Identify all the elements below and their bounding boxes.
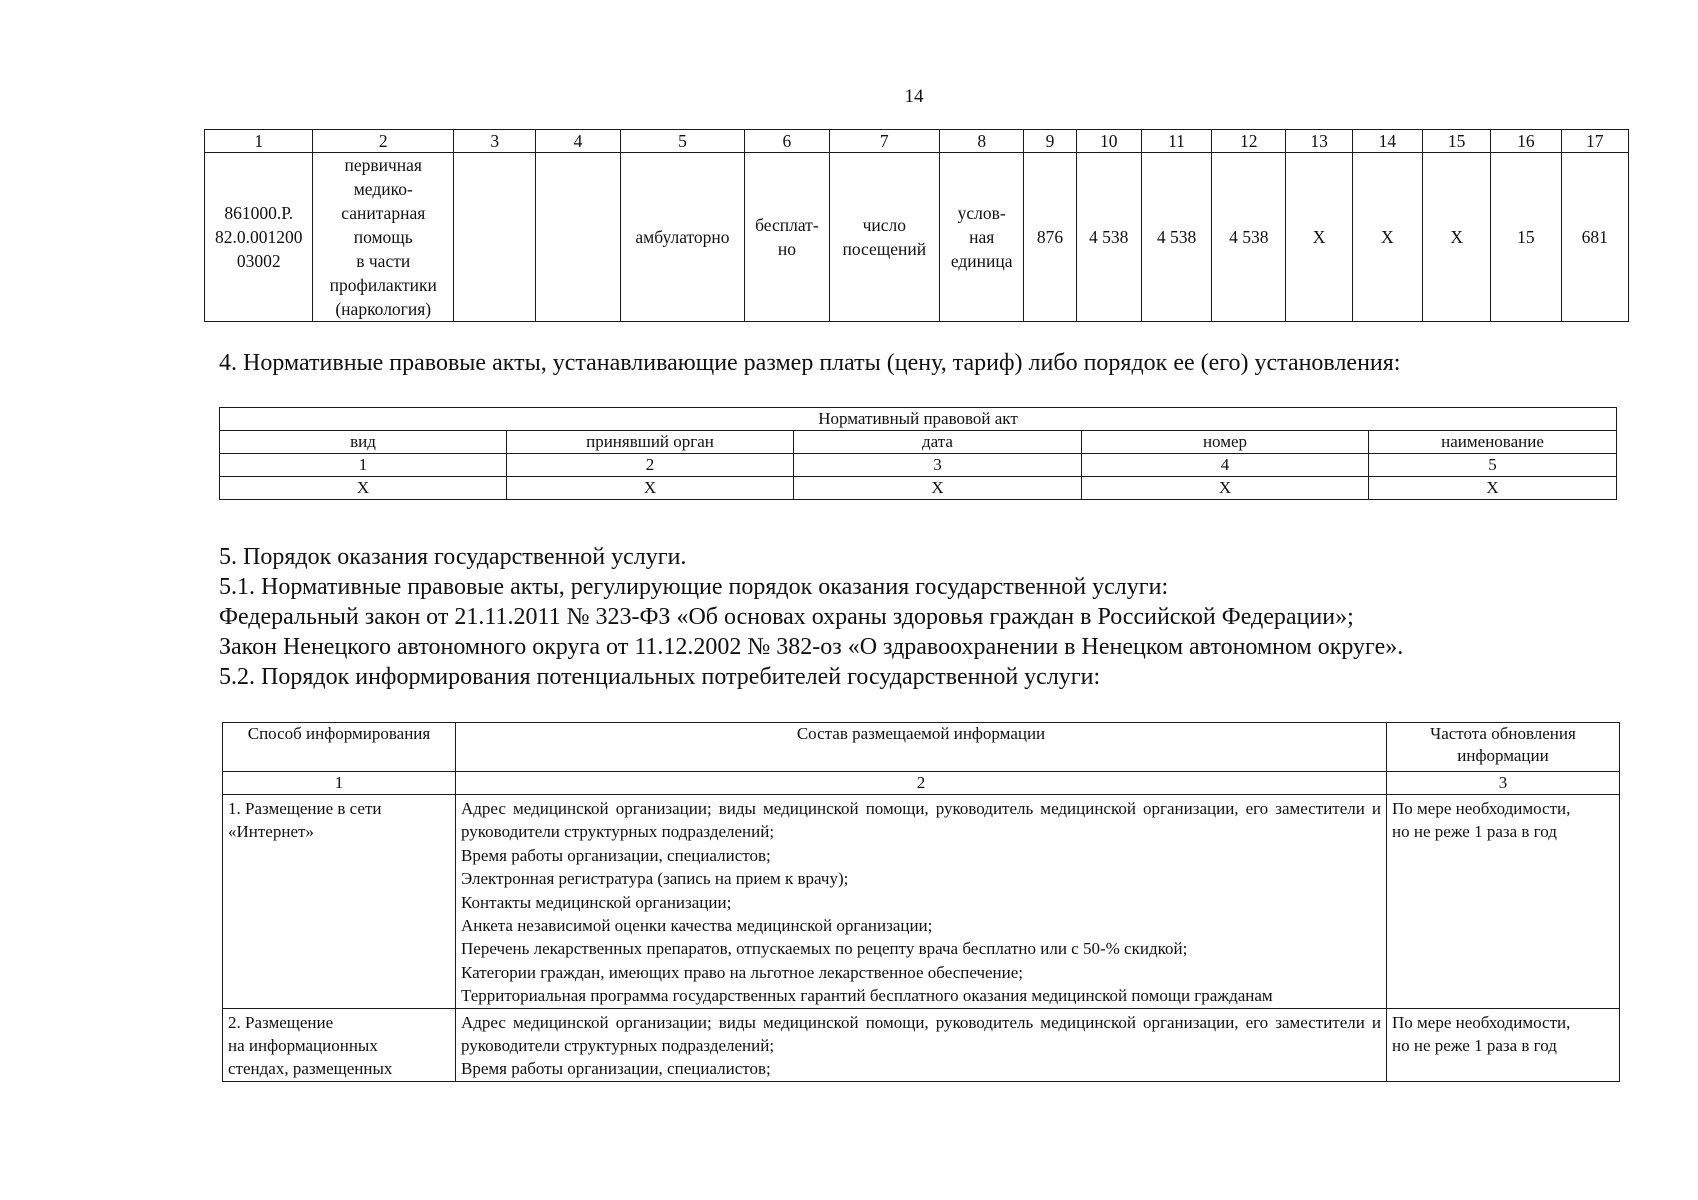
table1-header-cell: 6 <box>745 130 829 153</box>
deviation-cell: 681 <box>1561 153 1628 322</box>
service-form-cell: амбулаторно <box>620 153 745 322</box>
cell-line: число <box>862 215 907 235</box>
cell-line: бесплат- <box>755 215 819 235</box>
content-cell <box>456 1008 1387 1081</box>
table1-header-row <box>205 130 1629 153</box>
cell-line: 82.0.001200 <box>214 227 303 247</box>
table1-header-cell: 1 <box>205 130 313 153</box>
content-cell <box>456 795 1387 1009</box>
table3-number-cell: 2 <box>456 772 1387 795</box>
empty-cell <box>454 153 536 322</box>
cell-line: «Интернет» <box>228 822 314 842</box>
table3-numbers-row <box>223 772 1620 795</box>
table1-header-cell: 7 <box>829 130 939 153</box>
cell-line: информации <box>1457 746 1549 765</box>
table3-header-content: Состав размещаемой информации <box>456 723 1387 772</box>
method-cell <box>223 795 456 1009</box>
value-cell: 4 538 <box>1076 153 1141 322</box>
cell-line: Частота обновления <box>1430 724 1576 743</box>
cell-line: но не реже 1 раза в год <box>1392 1036 1557 1056</box>
cell-line: но не реже 1 раза в год <box>1392 822 1557 842</box>
content-line: Категории граждан, имеющих право на льготное лекарственное обеспечение; <box>461 962 1024 982</box>
indicator-name-cell <box>829 153 939 322</box>
table2-value-cell: Х <box>1369 477 1617 500</box>
value-cell: Х <box>1352 153 1422 322</box>
cell-line: услов- <box>957 203 1006 223</box>
cell-line: медико- <box>353 179 413 199</box>
payment-cell <box>745 153 829 322</box>
service-volume-table <box>204 129 1629 322</box>
cell-line: По мере необходимости, <box>1392 799 1571 818</box>
table1-header-cell: 11 <box>1141 130 1211 153</box>
content-line: Адрес медицинской организации; виды медицинской помощи, руководитель медицинской организации, его заместители и руководители структурных подразделений; <box>461 799 1381 842</box>
value-cell: Х <box>1423 153 1491 322</box>
table1-header-cell: 4 <box>536 130 620 153</box>
table2-column-header: вид <box>220 431 507 454</box>
table2-column-header: принявший орган <box>507 431 794 454</box>
table2-value-cell: Х <box>220 477 507 500</box>
table1-header-cell: 13 <box>1286 130 1352 153</box>
federal-law-line: Федеральный закон от 21.11.2011 № 323-ФЗ «Об основах охраны здоровья граждан в Российской Федерации»; <box>219 604 1354 630</box>
service-content-cell <box>313 153 454 322</box>
table1-header-cell: 12 <box>1212 130 1286 153</box>
cell-line: посещений <box>842 239 927 259</box>
content-line: Территориальная программа государственных гарантий бесплатного оказания медицинской помощи гражданам <box>461 986 1273 1006</box>
table3-number-cell: 1 <box>223 772 456 795</box>
table2-title-row <box>220 408 1617 431</box>
content-line: Время работы организации, специалистов; <box>461 1059 771 1079</box>
table2-column-header: наименование <box>1369 431 1617 454</box>
cell-line: санитарная <box>341 203 426 223</box>
cell-line: единица <box>950 251 1013 271</box>
section-5-2-heading: 5.2. Порядок информирования потенциальных потребителей государственной услуги: <box>219 664 1101 690</box>
table2-number-cell: 2 <box>507 454 794 477</box>
page-number: 14 <box>904 86 924 107</box>
table2-value-cell: Х <box>507 477 794 500</box>
table2-number-cell: 3 <box>794 454 1082 477</box>
table2-numbers-row <box>220 454 1617 477</box>
cell-line: (наркология) <box>335 299 432 319</box>
content-line: Время работы организации, специалистов; <box>461 845 771 865</box>
cell-line: но <box>777 239 796 259</box>
cell-line: 861000.Р. <box>224 203 294 223</box>
unit-cell <box>940 153 1024 322</box>
content-line: Перечень лекарственных препаратов, отпускаемых по рецепту врача бесплатно или с 50-% скидкой; <box>461 939 1188 959</box>
table3-number-cell: 3 <box>1387 772 1620 795</box>
table1-header-cell: 2 <box>313 130 454 153</box>
section-5-heading: 5. Порядок оказания государственной услуги. <box>219 544 687 570</box>
table2-value-cell: Х <box>1082 477 1369 500</box>
table1-header-cell: 10 <box>1076 130 1141 153</box>
table1-header-cell: 14 <box>1352 130 1422 153</box>
regional-law-line: Закон Ненецкого автономного округа от 11.12.2002 № 382-оз «О здравоохранении в Ненецком автономном округе». <box>219 634 1404 660</box>
cell-line: 2. Размещение <box>228 1012 334 1032</box>
cell-line: в части <box>356 251 411 271</box>
cell-line: 03002 <box>236 251 281 271</box>
table1-header-cell: 17 <box>1561 130 1628 153</box>
section-5-1-heading: 5.1. Нормативные правовые акты, регулирующие порядок оказания государственной услуги: <box>219 574 1169 600</box>
table1-header-cell: 8 <box>940 130 1024 153</box>
content-line: Контакты медицинской организации; <box>461 892 732 912</box>
method-cell <box>223 1008 456 1081</box>
cell-line: 1. Размещение в сети <box>228 799 382 818</box>
table-row <box>223 1008 1620 1081</box>
table3-header-frequency <box>1387 723 1620 772</box>
frequency-cell <box>1387 795 1620 1009</box>
cell-line: ная <box>969 227 995 247</box>
content-line: Анкета независимой оценки качества медицинской организации; <box>461 916 933 936</box>
table1-header-cell: 9 <box>1024 130 1076 153</box>
table2-title: Нормативный правовой акт <box>220 408 1617 431</box>
cell-line: профилактики <box>329 275 437 295</box>
value-cell: 4 538 <box>1212 153 1286 322</box>
table3-header-row <box>223 723 1620 772</box>
cell-line: По мере необходимости, <box>1392 1012 1571 1032</box>
frequency-cell <box>1387 1008 1620 1081</box>
table2-number-cell: 1 <box>220 454 507 477</box>
table1-data-row <box>205 153 1629 322</box>
table2-column-header: номер <box>1082 431 1369 454</box>
table2-value-cell: Х <box>794 477 1082 500</box>
content-line: Адрес медицинской организации; виды медицинской помощи, руководитель медицинской организации, его заместители и руководители структурных подразделений; <box>461 1012 1381 1056</box>
table2-columns-row <box>220 431 1617 454</box>
cell-line: помощь <box>353 227 413 247</box>
table1-header-cell: 16 <box>1491 130 1561 153</box>
regulatory-acts-table <box>219 407 1617 500</box>
value-cell: 4 538 <box>1141 153 1211 322</box>
table1-header-cell: 5 <box>620 130 745 153</box>
table1-header-cell: 15 <box>1423 130 1491 153</box>
table2-values-row <box>220 477 1617 500</box>
okei-code-cell: 876 <box>1024 153 1076 322</box>
section-4-heading: 4. Нормативные правовые акты, устанавливающие размер платы (цену, тариф) либо порядок ее (его) установления: <box>219 350 1401 376</box>
empty-cell <box>536 153 620 322</box>
table2-number-cell: 5 <box>1369 454 1617 477</box>
table1-header-cell: 3 <box>454 130 536 153</box>
table3-header-method: Способ информирования <box>223 723 456 772</box>
content-line: Электронная регистратура (запись на прием к врачу); <box>461 869 849 889</box>
informing-procedure-table <box>222 722 1620 1082</box>
cell-line: первичная <box>344 155 422 175</box>
value-cell: Х <box>1286 153 1352 322</box>
cell-line: на информационных <box>228 1036 378 1056</box>
table2-number-cell: 4 <box>1082 454 1369 477</box>
deviation-cell: 15 <box>1491 153 1561 322</box>
registry-number-cell <box>205 153 313 322</box>
table-row <box>223 795 1620 1009</box>
cell-line: стендах, размещенных <box>228 1059 393 1079</box>
table2-column-header: дата <box>794 431 1082 454</box>
